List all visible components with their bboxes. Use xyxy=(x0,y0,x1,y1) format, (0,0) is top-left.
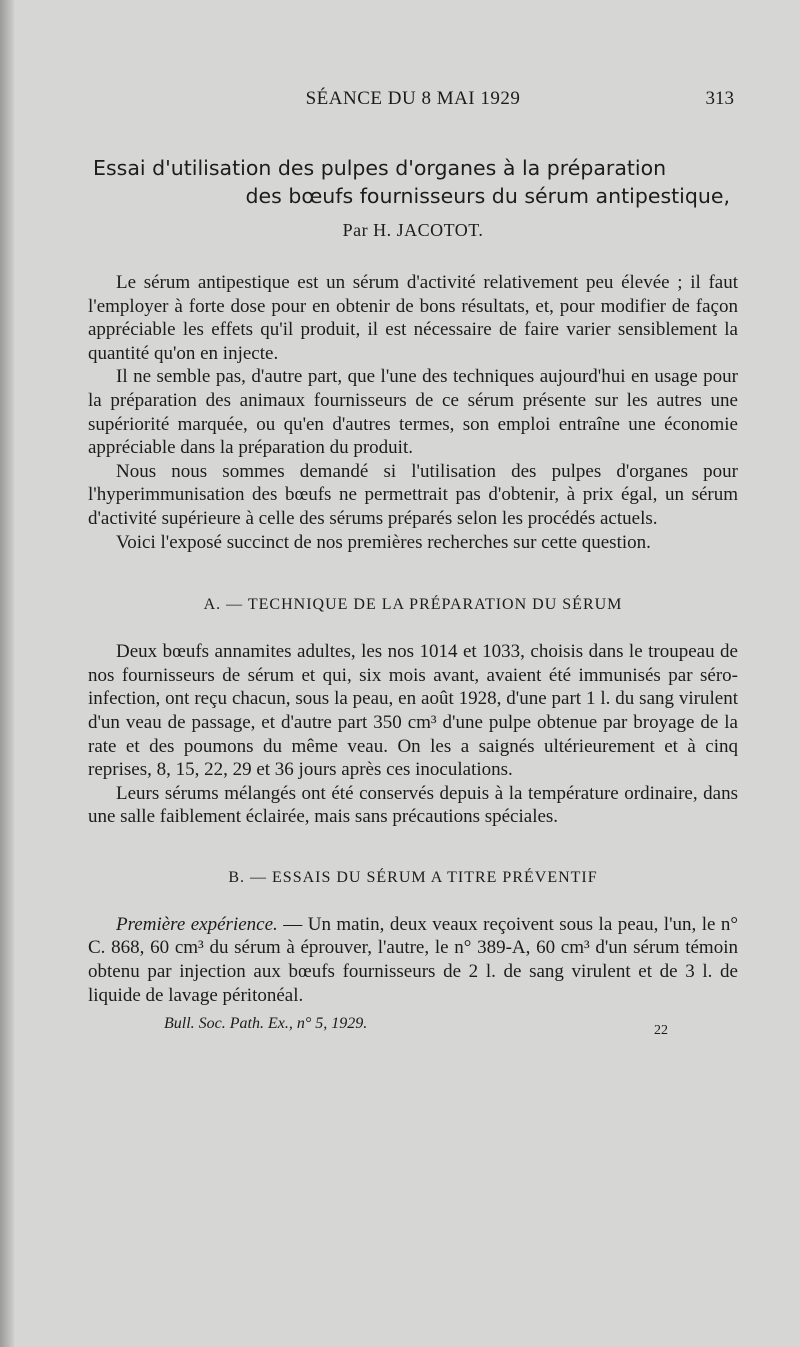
running-head xyxy=(88,78,738,118)
section-a-text xyxy=(88,640,738,829)
signature-number: 22 xyxy=(654,1023,668,1039)
paragraph: Il ne semble pas, d'autre part, que l'une des techniques aujourd'hui en usage pour la préparation des animaux fournisseurs de ce sérum présente sur les autres une supériorité marquée, ou qu'en d'autres termes, son emploi entraîne une économie appréciable dans la préparation du produit. xyxy=(88,366,738,459)
paragraph: Deux bœufs annamites adultes, les nos 1014 et 1033, choisis dans le troupeau de nos fournisseurs de sérum et qui, six mois avant, avaient été immunisés par séro-infection, ont reçu chacun, sous la peau, en août 1928, d'une part 1 l. du sang virulent d'un veau de passage, et d'autre part 350 cm³ d'une pulpe obtenue par broyage de la rate et des poumons du même veau. On les a saignés ultérieurement et à cinq reprises, 8, 15, 22, 29 et 36 jours après ces inoculations. xyxy=(88,641,738,781)
paragraph: Nous nous sommes demandé si l'utilisation des pulpes d'organes pour l'hyperimmunisation des bœufs ne permettrait pas d'obtenir, à prix égal, un sérum d'activité supérieure à celle des sérums préparés selon les procédés actuels. xyxy=(88,460,738,529)
page xyxy=(88,78,738,1045)
article-title-line2: des bœufs fournisseurs du sérum antipestique, xyxy=(245,184,730,208)
byline: Par H. JACOTOT. xyxy=(342,220,484,240)
paragraph: Le sérum antipestique est un sérum d'activité relativement peu élevée ; il faut l'employer à forte dose pour en obtenir de bons résultats, et, pour modifier de façon appréciable les effets qu'il produit, il est nécessaire de faire varier sensiblement la quantité qu'on en injecte. xyxy=(88,272,738,364)
footer xyxy=(88,1015,738,1045)
paragraph: Voici l'exposé succinct de nos premières recherches sur cette question. xyxy=(116,531,651,553)
paragraph xyxy=(88,913,738,1007)
section-heading-a: A. — TECHNIQUE DE LA PRÉPARATION DU SÉRUM xyxy=(203,596,623,614)
page-edge xyxy=(0,0,14,1347)
experiment-label: Première expérience. xyxy=(116,913,278,935)
running-head-title: SÉANCE DU 8 MAI 1929 xyxy=(305,88,521,109)
experiment-text: — Un matin, deux veaux reçoivent sous la peau, l'un, le n° C. 868, 60 cm³ du sérum à éprouver, l'autre, le n° 389-A, 60 cm³ d'un sérum témoin obtenu par injection aux bœufs fournisseurs de 2 l. de sang virulent et de 3 l. de liquide de lavage péritonéal. xyxy=(88,913,738,1006)
citation: Bull. Soc. Path. Ex., n° 5, 1929. xyxy=(164,1015,368,1033)
section-b-text xyxy=(88,913,738,1007)
article-title-line1: Essai d'utilisation des pulpes d'organes à la préparation xyxy=(93,156,667,180)
page-number: 313 xyxy=(705,88,734,109)
section-heading-b: B. — ESSAIS DU SÉRUM A TITRE PRÉVENTIF xyxy=(228,868,598,886)
intro-text xyxy=(88,271,738,554)
article-title xyxy=(88,154,738,210)
paragraph: Leurs sérums mélangés ont été conservés depuis à la température ordinaire, dans une salle faiblement éclairée, mais sans précautions spéciales. xyxy=(88,782,738,828)
